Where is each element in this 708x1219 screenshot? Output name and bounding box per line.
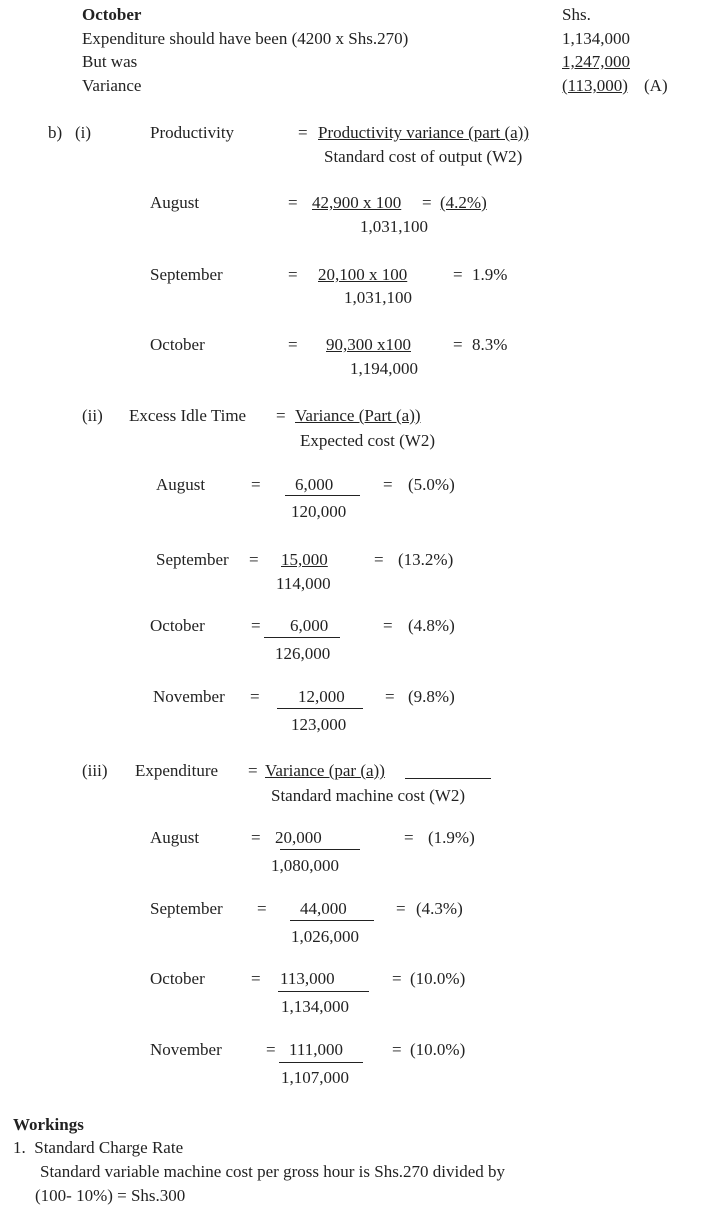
row-label: But was [82,52,138,71]
result: (4.2%) [440,193,487,212]
fraction-line [279,1062,363,1063]
formula-denominator: Expected cost (W2) [300,431,435,450]
fraction-line [278,991,369,992]
result: (4.3%) [416,899,463,918]
numerator: 12,000 [298,687,345,706]
result: 8.3% [472,335,508,354]
equals: = [383,616,393,635]
workings-text-line: (100- 10%) = Shs.300 [35,1186,186,1205]
equals: = [249,550,259,569]
equals: = [288,193,298,212]
fraction-line [264,637,340,638]
denominator: 120,000 [291,502,347,521]
month-label: October [150,616,205,635]
numerator: 6,000 [295,475,334,494]
row-label: Variance [82,76,142,95]
denominator: 1,194,000 [350,359,418,378]
denominator: 114,000 [276,574,331,593]
equals: = [251,969,261,988]
section-number: (iii) [82,761,108,780]
month-label: September [156,550,229,569]
numerator: 15,000 [281,550,328,569]
month-label: October [150,335,205,354]
row-value: 1,247,000 [562,52,630,71]
denominator: 1,134,000 [281,997,349,1016]
result: (4.8%) [408,616,455,635]
fraction-line [290,920,374,921]
equals: = [385,687,395,706]
section-number: (i) [75,123,92,142]
month-label: November [153,687,225,706]
denominator: 1,080,000 [271,856,339,875]
equals: = [298,123,308,142]
result: (1.9%) [428,828,475,847]
numerator: 20,100 x 100 [318,265,408,284]
denominator: 126,000 [275,644,331,663]
equals: = [248,761,258,780]
equals: = [288,265,298,284]
workings-item-title: 1. Standard Charge Rate [13,1138,184,1157]
equals: = [383,475,393,494]
numerator: 44,000 [300,899,347,918]
formula-numerator: Variance (par (a)) [265,761,385,780]
october-heading: October [82,5,142,24]
result: (9.8%) [408,687,455,706]
part-label: b) [48,123,63,142]
month-label: September [150,265,223,284]
equals: = [374,550,384,569]
month-label: August [150,193,200,212]
result: 1.9% [472,265,508,284]
month-label: October [150,969,205,988]
equals: = [250,687,260,706]
equals: = [266,1040,276,1059]
numerator: 20,000 [275,828,322,847]
row-value: (113,000) [562,76,628,95]
numerator: 111,000 [289,1040,343,1059]
variance-flag: (A) [644,76,668,95]
formula-denominator: Standard machine cost (W2) [271,786,466,805]
equals: = [422,193,432,212]
formula-denominator: Standard cost of output (W2) [324,147,523,166]
equals: = [396,899,406,918]
denominator: 1,031,100 [360,217,428,236]
equals: = [453,265,463,284]
fraction-line [405,778,491,779]
workings-heading: Workings [13,1115,84,1134]
equals: = [251,828,261,847]
denominator: 123,000 [291,715,347,734]
equals: = [288,335,298,354]
month-label: November [150,1040,222,1059]
equals: = [257,899,267,918]
fraction-line [280,849,360,850]
equals: = [392,1040,402,1059]
workings-text-line: Standard variable machine cost per gross hour is Shs.270 divided by [40,1162,506,1181]
section-number: (ii) [82,406,103,425]
fraction-line [277,708,363,709]
formula-numerator: Variance (Part (a)) [295,406,421,425]
month-label: September [150,899,223,918]
denominator: 1,026,000 [291,927,359,946]
formula-numerator: Productivity variance (part (a)) [318,123,529,142]
denominator: 1,031,100 [344,288,412,307]
section-title: Expenditure [135,761,219,780]
numerator: 90,300 x100 [326,335,411,354]
equals: = [453,335,463,354]
fraction-line [285,495,360,496]
month-label: August [150,828,200,847]
row-label: Expenditure should have been (4200 x Shs.270) [82,29,409,48]
month-label: August [156,475,206,494]
result: (10.0%) [410,969,466,988]
numerator: 113,000 [280,969,335,988]
equals: = [392,969,402,988]
numerator: 6,000 [290,616,329,635]
equals: = [251,475,261,494]
result: (10.0%) [410,1040,466,1059]
denominator: 1,107,000 [281,1068,349,1087]
result: (5.0%) [408,475,455,494]
equals: = [251,616,261,635]
numerator: 42,900 x 100 [312,193,402,212]
equals: = [276,406,286,425]
currency-header: Shs. [562,5,591,24]
equals: = [404,828,414,847]
section-title: Productivity [150,123,235,142]
section-title: Excess Idle Time [129,406,247,425]
row-value: 1,134,000 [562,29,630,48]
result: (13.2%) [398,550,454,569]
